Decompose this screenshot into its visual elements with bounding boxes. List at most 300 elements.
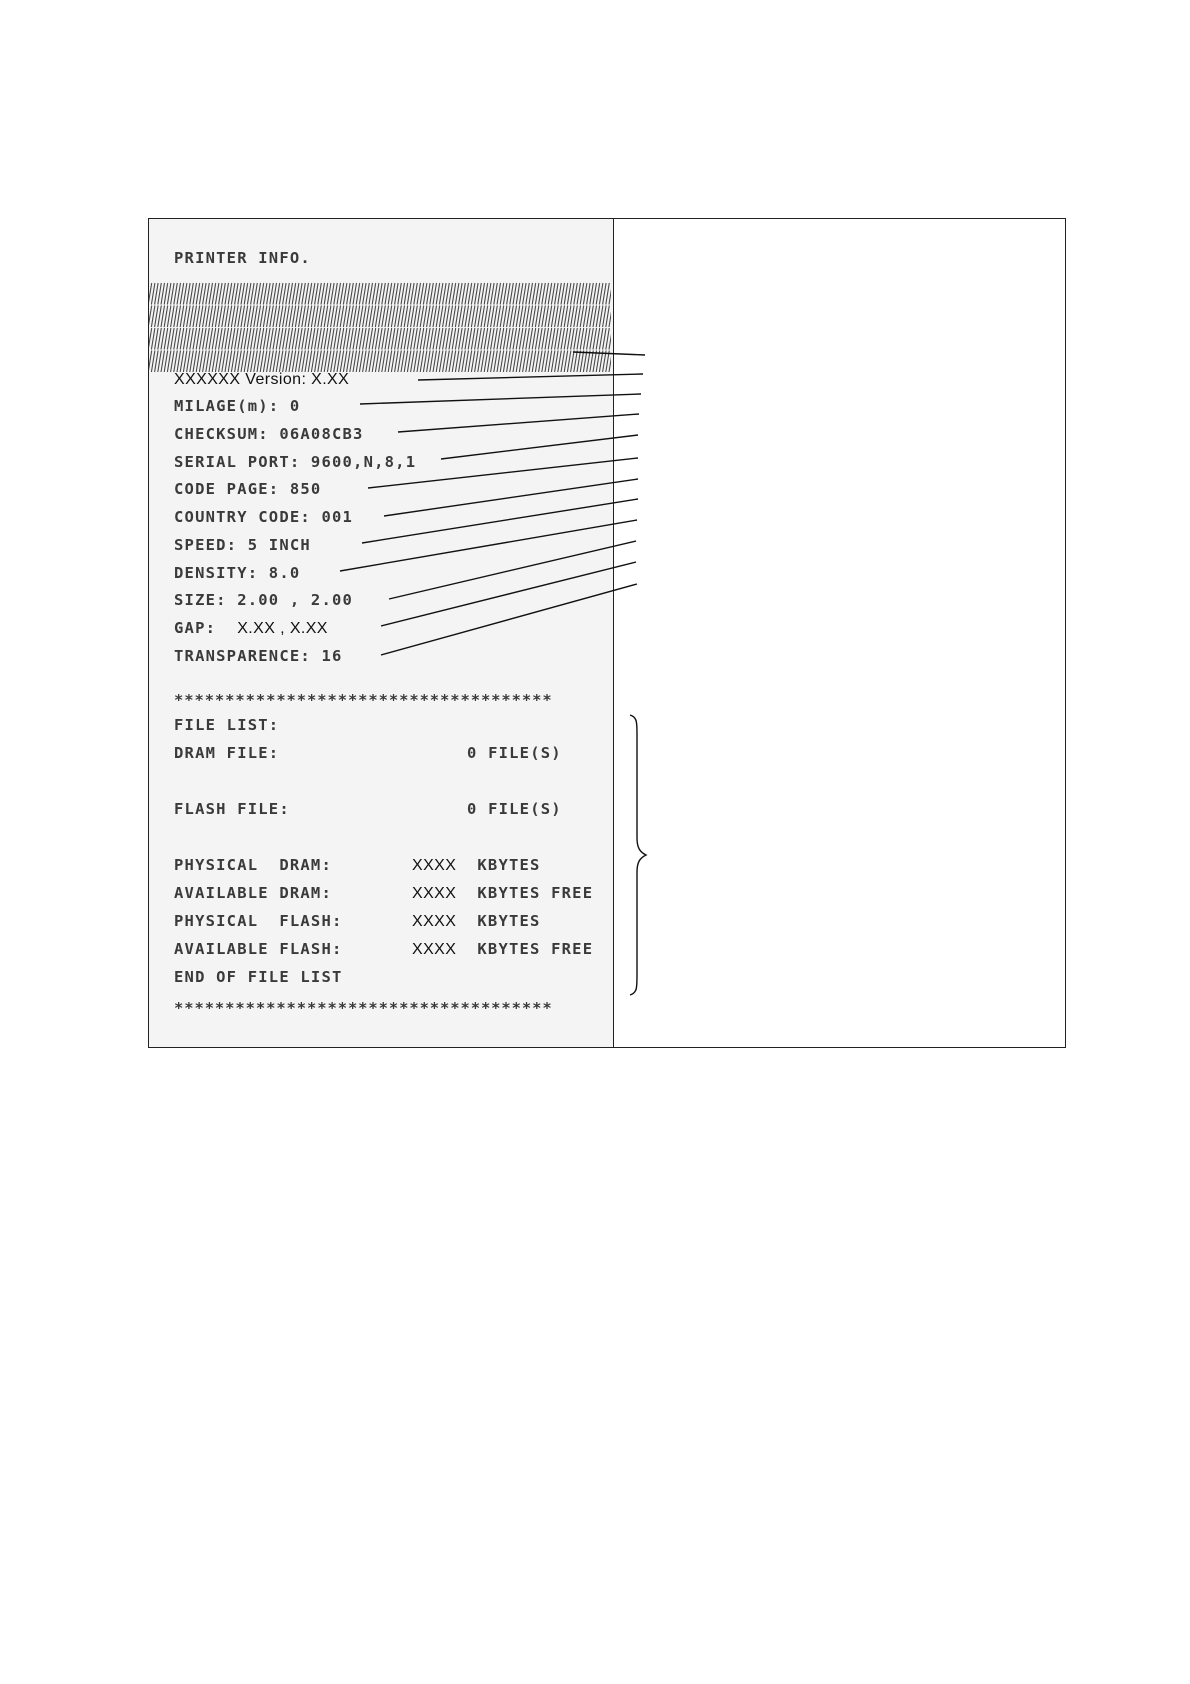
barcode-stroke [382, 306, 386, 328]
barcode-stroke [452, 283, 456, 305]
barcode-stroke [452, 351, 456, 373]
barcode-stroke [500, 328, 504, 350]
barcode-stroke [289, 351, 293, 373]
barcode-stroke [404, 328, 408, 350]
barcode-stroke [279, 306, 283, 328]
barcode-stroke [257, 306, 261, 328]
barcode-stroke [497, 351, 501, 373]
barcode-stroke [484, 306, 488, 328]
barcode-stroke [151, 351, 155, 373]
barcode-stroke [363, 306, 367, 328]
barcode-stroke [491, 351, 495, 373]
barcode-stroke [190, 328, 194, 350]
barcode-stroke [395, 351, 399, 373]
barcode-stroke [327, 283, 331, 305]
barcode-stroke [590, 351, 594, 373]
barcode-stroke [350, 283, 354, 305]
barcode-stroke [526, 306, 530, 328]
barcode-stroke [161, 283, 165, 305]
barcode-stroke [276, 328, 280, 350]
barcode-stroke [315, 306, 319, 328]
barcode-stroke [577, 351, 581, 373]
barcode-stroke [539, 328, 543, 350]
barcode-stroke [484, 328, 488, 350]
barcode-stroke [241, 306, 245, 328]
available-flash-label: AVAILABLE FLASH: [174, 940, 343, 958]
barcode-stroke [171, 351, 175, 373]
barcode-stroke [177, 283, 181, 305]
barcode-stroke [465, 351, 469, 373]
barcode-stroke [580, 306, 584, 328]
barcode-stroke [267, 351, 271, 373]
barcode-stroke [267, 328, 271, 350]
barcode-stroke [523, 351, 527, 373]
barcode-stroke [238, 283, 242, 305]
barcode-stroke [369, 306, 373, 328]
barcode-stroke [516, 351, 520, 373]
barcode-stroke [324, 351, 328, 373]
barcode-stroke [423, 283, 427, 305]
barcode-stroke [446, 351, 450, 373]
barcode-stroke [420, 306, 424, 328]
barcode-stroke [593, 351, 597, 373]
barcode-stroke [331, 351, 335, 373]
barcode-stroke [196, 283, 200, 305]
barcode-stroke [558, 306, 562, 328]
barcode-stroke [503, 306, 507, 328]
barcode-stroke [523, 328, 527, 350]
barcode-stroke [327, 306, 331, 328]
barcode-stroke [599, 351, 603, 373]
barcode-stroke [155, 306, 159, 328]
barcode-stroke [481, 283, 485, 305]
barcode-stroke [417, 283, 421, 305]
barcode-stroke [353, 306, 357, 328]
barcode-stroke [478, 283, 482, 305]
barcode-stroke [324, 328, 328, 350]
barcode-stroke [183, 351, 187, 373]
version-text: XXXXXX Version: X.XX [174, 371, 350, 388]
barcode-stroke [443, 283, 447, 305]
barcode-stroke [350, 306, 354, 328]
barcode-stroke [209, 306, 213, 328]
barcode-stroke [363, 328, 367, 350]
barcode-stroke [209, 283, 213, 305]
barcode-stroke [465, 306, 469, 328]
barcode-stroke [548, 283, 552, 305]
barcode-stroke [305, 306, 309, 328]
barcode-stroke [171, 283, 175, 305]
barcode-stroke [270, 283, 274, 305]
barcode-stroke [449, 306, 453, 328]
barcode-stroke [388, 328, 392, 350]
barcode-stroke [292, 351, 296, 373]
barcode-stroke [580, 283, 584, 305]
barcode-stroke [241, 283, 245, 305]
barcode-stroke [311, 283, 315, 305]
barcode-stroke [423, 351, 427, 373]
barcode-stroke [513, 351, 517, 373]
barcode-stroke [606, 328, 610, 350]
barcode-stroke [193, 328, 197, 350]
barcode-stroke [327, 351, 331, 373]
barcode-stroke [257, 328, 261, 350]
barcode-stroke [401, 283, 405, 305]
barcode-stroke [542, 351, 546, 373]
barcode-stroke [225, 351, 229, 373]
barcode-stroke [580, 328, 584, 350]
barcode-stroke [555, 306, 559, 328]
barcode-stroke [276, 283, 280, 305]
barcode-stroke [580, 351, 584, 373]
flash-file-label: FLASH FILE: [174, 800, 290, 818]
barcode-stroke [596, 328, 600, 350]
barcode-stroke [334, 351, 338, 373]
barcode-stroke [251, 283, 255, 305]
barcode-stroke [465, 328, 469, 350]
barcode-stroke [535, 351, 539, 373]
barcode-stroke [375, 306, 379, 328]
barcode-stroke [308, 351, 312, 373]
barcode-stroke [411, 351, 415, 373]
barcode-stroke [478, 328, 482, 350]
barcode-stroke [308, 283, 312, 305]
barcode-stroke [180, 306, 184, 328]
barcode-stroke [436, 351, 440, 373]
barcode-stroke [462, 328, 466, 350]
barcode-stroke [420, 351, 424, 373]
barcode-stroke [593, 283, 597, 305]
barcode-stroke [215, 283, 219, 305]
barcode-stroke [414, 283, 418, 305]
barcode-stroke [337, 351, 341, 373]
barcode-stroke [343, 351, 347, 373]
barcode-stroke [228, 306, 232, 328]
barcode-stroke [468, 306, 472, 328]
barcode-stroke [529, 351, 533, 373]
barcode-stroke [503, 351, 507, 373]
barcode-stroke [583, 328, 587, 350]
barcode-stroke [526, 328, 530, 350]
barcode-stroke [606, 283, 610, 305]
barcode-stroke [388, 283, 392, 305]
milage-line: MILAGE(m): 0 [174, 397, 301, 415]
barcode-stroke [302, 306, 306, 328]
barcode-stroke [526, 351, 530, 373]
barcode-stroke [337, 306, 341, 328]
barcode-stroke [299, 283, 303, 305]
barcode-stroke [564, 328, 568, 350]
barcode-stroke [459, 328, 463, 350]
size-line: SIZE: 2.00 , 2.00 [174, 591, 354, 609]
barcode-stroke [475, 351, 479, 373]
barcode-stroke [446, 306, 450, 328]
barcode-stroke [385, 328, 389, 350]
barcode-stroke [318, 283, 322, 305]
barcode-stroke [539, 283, 543, 305]
barcode-stroke [260, 283, 264, 305]
barcode-stroke [561, 328, 565, 350]
barcode-stroke [439, 351, 443, 373]
barcode-stroke [203, 283, 207, 305]
barcode-stroke [439, 306, 443, 328]
barcode-stroke [510, 283, 514, 305]
barcode-stroke [487, 283, 491, 305]
barcode-stroke [295, 328, 299, 350]
barcode-stroke [571, 351, 575, 373]
barcode-stroke [388, 306, 392, 328]
available-dram-value [412, 884, 593, 903]
barcode-stroke [347, 283, 351, 305]
barcode-stroke [343, 328, 347, 350]
available-dram-amount: XXXX [412, 885, 457, 902]
barcode-stroke [180, 328, 184, 350]
available-dram-label: AVAILABLE DRAM: [174, 884, 332, 902]
barcode-stroke [340, 351, 344, 373]
barcode-stroke [318, 351, 322, 373]
barcode-stroke [164, 328, 168, 350]
barcode-stroke [254, 351, 257, 373]
barcode-stroke [583, 283, 587, 305]
barcode-stroke [219, 283, 223, 305]
barcode-stroke [417, 328, 421, 350]
barcode-stroke [503, 283, 507, 305]
barcode-stroke [471, 328, 475, 350]
barcode-stroke [551, 306, 555, 328]
barcode-stroke [475, 283, 479, 305]
barcode-stroke [510, 328, 514, 350]
barcode-stroke [363, 351, 367, 373]
barcode-stroke [315, 351, 319, 373]
barcode-stroke [267, 306, 271, 328]
barcode-stroke [235, 328, 239, 350]
barcode-stroke [308, 328, 312, 350]
barcode-stroke [247, 351, 251, 373]
barcode-stroke [497, 283, 501, 305]
barcode-stroke [151, 328, 155, 350]
barcode-stroke [369, 328, 373, 350]
barcode-stroke [555, 351, 559, 373]
barcode-stroke [311, 328, 315, 350]
barcode-stroke [583, 351, 587, 373]
physical-flash-unit: KBYTES [477, 912, 541, 930]
barcode-stroke [244, 328, 248, 350]
barcode-stroke [279, 351, 283, 373]
barcode-stroke [347, 351, 351, 373]
barcode-stroke [587, 351, 591, 373]
barcode-stroke [551, 351, 555, 373]
barcode-stroke [366, 283, 370, 305]
barcode-stroke [535, 328, 539, 350]
barcode-stroke [295, 351, 299, 373]
barcode-stroke [439, 328, 443, 350]
barcode-stroke [158, 306, 162, 328]
barcode-stroke [228, 328, 232, 350]
barcode-stroke [241, 328, 245, 350]
barcode-stroke [487, 351, 491, 373]
barcode-stroke [555, 283, 559, 305]
barcode-stroke [283, 351, 287, 373]
barcode-stroke [417, 306, 421, 328]
barcode-stroke [414, 306, 418, 328]
barcode-stroke [497, 328, 501, 350]
barcode-stroke [353, 283, 357, 305]
barcode-stroke [372, 351, 376, 373]
barcode-stroke [567, 351, 571, 373]
code-page-line: CODE PAGE: 850 [174, 480, 322, 498]
barcode-stroke [187, 306, 191, 328]
barcode-stroke [315, 283, 319, 305]
barcode-stroke [244, 283, 248, 305]
barcode-stroke [235, 351, 239, 373]
barcode-stroke [382, 328, 386, 350]
barcode-stroke [359, 328, 363, 350]
barcode-stroke [507, 306, 511, 328]
barcode-stroke [430, 283, 434, 305]
barcode-stroke [193, 351, 197, 373]
barcode-stroke [167, 328, 171, 350]
barcode-stroke [161, 351, 165, 373]
barcode-stroke [206, 328, 210, 350]
barcode-stroke [462, 351, 466, 373]
barcode-stroke [446, 328, 450, 350]
barcode-stroke [187, 283, 191, 305]
barcode-stroke [436, 328, 440, 350]
barcode-stroke [471, 283, 475, 305]
barcode-stroke [177, 328, 181, 350]
barcode-stroke [187, 351, 191, 373]
barcode-stroke [564, 283, 568, 305]
dram-file-value: 0 FILE(S) [467, 744, 562, 762]
barcode-stroke [311, 306, 315, 328]
barcode-stroke [276, 306, 280, 328]
barcode-stroke [516, 328, 520, 350]
barcode-stroke [423, 328, 427, 350]
barcode-stroke [414, 328, 418, 350]
barcode-stroke [407, 283, 411, 305]
barcode-stroke [433, 306, 437, 328]
barcode-stroke [427, 351, 431, 373]
end-of-file-list: END OF FILE LIST [174, 968, 343, 986]
separator-bottom: ************************************* [174, 999, 553, 1017]
barcode-stroke [228, 283, 232, 305]
barcode-stroke [574, 283, 578, 305]
barcode-stroke [369, 351, 373, 373]
barcode-stroke [590, 306, 594, 328]
barcode-stroke [567, 283, 571, 305]
barcode-stroke [257, 283, 261, 305]
physical-flash-label: PHYSICAL FLASH: [174, 912, 343, 930]
barcode-stroke [548, 328, 552, 350]
barcode-stroke [404, 351, 408, 373]
barcode-stroke [590, 283, 594, 305]
barcode-stroke [443, 351, 447, 373]
barcode-stroke [359, 306, 363, 328]
barcode-stroke [395, 328, 399, 350]
barcode-stroke [167, 306, 171, 328]
barcode-stroke [465, 283, 469, 305]
barcode-stroke [206, 283, 210, 305]
barcode-stroke [430, 306, 434, 328]
barcode-stroke [596, 351, 600, 373]
barcode-stroke [199, 283, 203, 305]
barcode-stroke [225, 306, 229, 328]
barcode-stroke [331, 306, 335, 328]
barcode-stroke [209, 328, 213, 350]
barcode-stroke [375, 283, 379, 305]
barcode-stroke [286, 351, 290, 373]
barcode-stroke [279, 328, 283, 350]
barcode-stroke [491, 328, 495, 350]
available-flash-amount: XXXX [412, 941, 457, 958]
barcode-stroke [219, 351, 223, 373]
barcode-stroke [158, 283, 162, 305]
barcode-stroke [391, 351, 395, 373]
barcode-stroke [577, 328, 581, 350]
barcode-stroke [395, 283, 399, 305]
barcode-stroke [449, 328, 453, 350]
barcode-stroke [212, 328, 216, 350]
barcode-stroke [593, 328, 597, 350]
barcode-stroke [289, 306, 293, 328]
barcode-stroke [420, 283, 424, 305]
barcode-stroke [247, 306, 251, 328]
barcode-stroke [222, 351, 226, 373]
barcode-stroke [574, 351, 578, 373]
barcode-stroke [577, 283, 581, 305]
barcode-stroke [510, 351, 514, 373]
barcode-stroke [193, 283, 197, 305]
barcode-stroke [359, 283, 363, 305]
barcode-stroke [443, 328, 447, 350]
barcode-stroke [571, 306, 575, 328]
barcode-stroke [327, 328, 331, 350]
barcode-stroke [155, 328, 159, 350]
barcode-stroke [382, 283, 386, 305]
barcode-stroke [215, 328, 219, 350]
barcode-stroke [436, 283, 440, 305]
barcode-stroke [433, 328, 437, 350]
barcode-stroke [411, 306, 415, 328]
barcode-stroke [225, 283, 229, 305]
barcode-stroke [149, 328, 152, 350]
barcode-stroke [196, 328, 200, 350]
barcode-stroke [254, 306, 257, 328]
barcode-stroke [427, 328, 431, 350]
barcode-stroke [459, 306, 463, 328]
barcode-stroke [286, 306, 290, 328]
barcode-stroke [231, 306, 235, 328]
barcode-stroke [494, 283, 498, 305]
barcode-stroke [231, 283, 235, 305]
barcode-stroke [491, 306, 495, 328]
barcode-stroke [257, 351, 261, 373]
barcode-stroke [164, 351, 168, 373]
barcode-stroke [545, 283, 549, 305]
barcode-stroke [513, 283, 517, 305]
barcode-stroke [263, 306, 267, 328]
barcode-stroke [551, 283, 555, 305]
barcode-stroke [219, 328, 223, 350]
barcode-stroke [459, 351, 463, 373]
barcode-stroke [337, 283, 341, 305]
barcode-stroke [500, 283, 504, 305]
barcode-stroke [455, 351, 459, 373]
barcode-stroke [590, 328, 594, 350]
density-line: DENSITY: 8.0 [174, 564, 301, 582]
barcode-stroke [331, 328, 335, 350]
barcode-stroke [273, 306, 277, 328]
